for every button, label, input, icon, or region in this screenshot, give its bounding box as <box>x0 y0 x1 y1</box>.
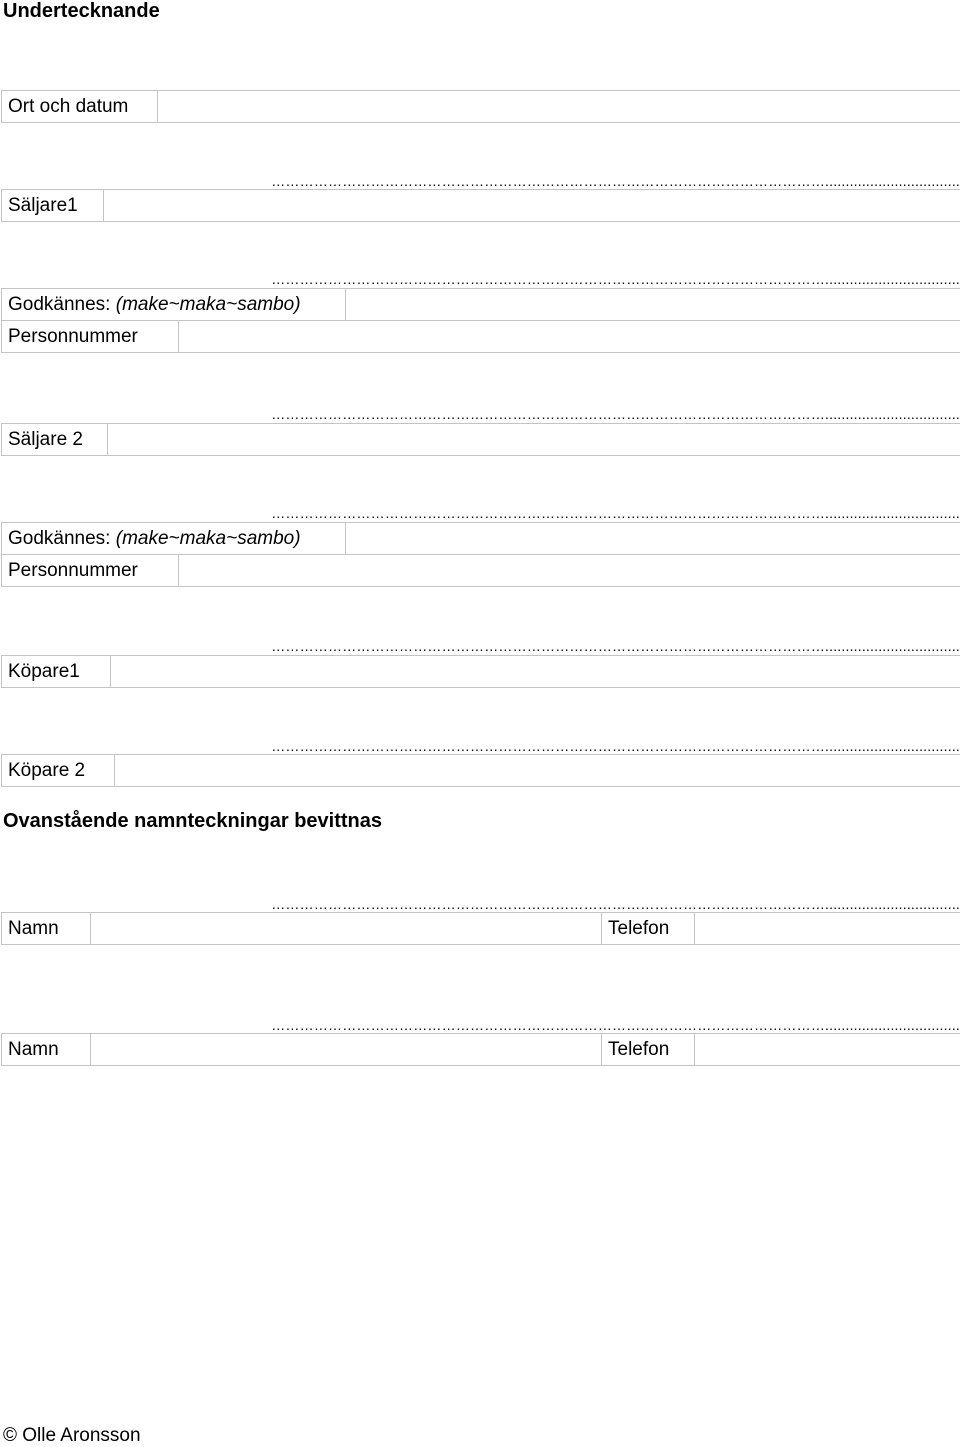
ort-datum-row <box>1 90 960 123</box>
godkannes2-suffix: (make~maka~sambo) <box>115 528 301 549</box>
witness2-name-label: Namn <box>2 1034 91 1065</box>
personnummer2-label: Personnummer <box>2 555 179 586</box>
witness2-phone-field[interactable] <box>695 1034 960 1065</box>
signature-line: ………………………………………………………………………………………………………................................. <box>271 408 960 420</box>
witness1-phone-field[interactable] <box>695 913 960 944</box>
witness2-phone-label: Telefon <box>602 1034 695 1065</box>
godkannes1-label <box>2 289 346 320</box>
godkannes2-label <box>2 523 346 554</box>
godkannes1-prefix: Godkännes: <box>8 294 111 315</box>
witness-heading: Ovanstående namnteckningar bevittnas <box>3 810 383 832</box>
godkannes2-field[interactable] <box>346 523 960 554</box>
personnummer2-field[interactable] <box>179 555 960 586</box>
signature-line: ………………………………………………………………………………………………………................................. <box>271 507 960 519</box>
godkannes1-field[interactable] <box>346 289 960 320</box>
signature-line: ………………………………………………………………………………………………………................................. <box>271 740 960 752</box>
godkannes2-prefix: Godkännes: <box>8 528 111 549</box>
personnummer2-row <box>1 555 960 587</box>
page-title: Undertecknande <box>3 0 160 22</box>
saljare2-field[interactable] <box>108 424 960 455</box>
saljare2-row <box>1 423 960 456</box>
kopare2-row <box>1 754 960 787</box>
kopare1-field[interactable] <box>111 656 960 687</box>
copyright-footer: © Olle Aronsson <box>3 1425 141 1446</box>
signature-line: ………………………………………………………………………………………………………................................. <box>271 898 960 910</box>
kopare1-row <box>1 655 960 688</box>
signature-line: ………………………………………………………………………………………………………................................. <box>271 273 960 285</box>
kopare2-label: Köpare 2 <box>2 755 115 786</box>
witness1-row <box>1 912 960 945</box>
personnummer1-row <box>1 321 960 353</box>
witness1-name-label: Namn <box>2 913 91 944</box>
godkannes1-suffix: (make~maka~sambo) <box>115 294 301 315</box>
witness1-phone-label: Telefon <box>602 913 695 944</box>
witness1-name-field[interactable] <box>91 913 602 944</box>
godkannes1-row <box>1 288 960 321</box>
signature-line: ………………………………………………………………………………………………………................................. <box>271 175 960 187</box>
saljare1-row <box>1 189 960 222</box>
saljare1-label: Säljare1 <box>2 190 104 221</box>
saljare2-label: Säljare 2 <box>2 424 108 455</box>
signature-line: ………………………………………………………………………………………………………................................. <box>271 1019 960 1031</box>
witness2-row <box>1 1033 960 1066</box>
personnummer1-field[interactable] <box>179 321 960 352</box>
saljare1-field[interactable] <box>104 190 960 221</box>
kopare1-label: Köpare1 <box>2 656 111 687</box>
personnummer1-label: Personnummer <box>2 321 179 352</box>
ort-datum-label: Ort och datum <box>2 91 158 122</box>
ort-datum-field[interactable] <box>158 91 960 122</box>
godkannes2-row <box>1 522 960 555</box>
signature-line: ………………………………………………………………………………………………………................................. <box>271 640 960 652</box>
kopare2-field[interactable] <box>115 755 960 786</box>
witness2-name-field[interactable] <box>91 1034 602 1065</box>
